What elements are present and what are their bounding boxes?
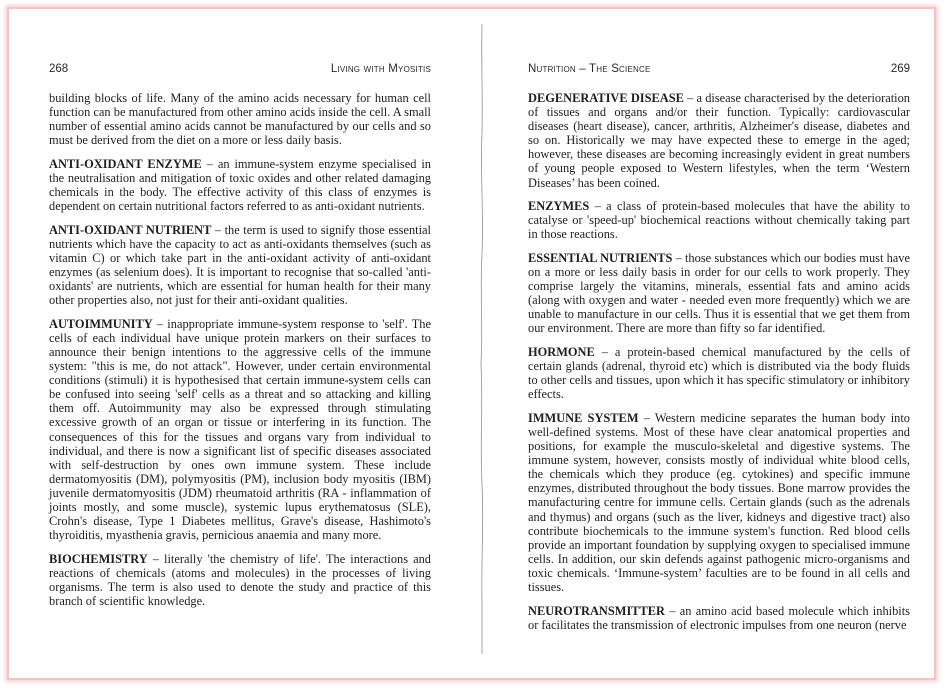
entry-term: ENZYMES (528, 199, 590, 214)
entry-definition: – those substances which our bodies must have on a more or less daily basis in order for our cells to work properly. They comprise largely the vitamins, minerals, essential fats and amino acids (along with oxygen and water - needed even more frequently) which we are unable to manufacture in our cells. Thus it is essential that we get them from our environment. There are more than fifty so far identified. (528, 250, 910, 336)
glossary-entry (528, 199, 910, 241)
left-page (49, 9, 431, 678)
right-page (528, 9, 910, 678)
glossary-entry (528, 251, 910, 336)
continuation-paragraph: building blocks of life. Many of the amino acids necessary for human cell function can be manufactured from other amino acids inside the cell. A small number of essential amino acids cannot be manufactured by our cells and so must be derived from the diet on a more or less daily basis. (49, 91, 431, 148)
book-spread (9, 9, 934, 678)
page-number: 268 (49, 63, 69, 75)
glossary-entry (49, 223, 431, 308)
right-body-text (528, 91, 910, 641)
entry-definition: – literally 'the chemistry of life'. The interactions and reactions of chemicals (atoms and molecules) in the processes of living organisms. The term is also used to denote the study and practice of this branch of scientific knowledge. (49, 551, 431, 609)
glossary-entry (528, 411, 910, 594)
left-running-head (49, 63, 431, 79)
page-number: 269 (890, 63, 910, 75)
glossary-entry (49, 317, 431, 543)
glossary-entry (49, 552, 431, 608)
entry-term: DEGENERATIVE DISEASE (528, 91, 684, 105)
running-title: Living with Myositis (330, 63, 431, 75)
entry-definition: – Western medicine separates the human body into well-defined systems. Most of these have clear anatomical properties and positions, for example the musculo-skeletal and digestive systems. The immune system, however, consists mostly of individual white blood cells, the chemicals which they produce (eg. cytokines) and specific immune enzymes, distributed throughout the body tissues. Bone marrow provides the manufacturing centre for immune cells. Certain glands (such as the adrenals and thymus) and organs (such as the liver, kidneys and digestive tract) also contribute biochemicals to the immune system's function. Red blood cells provide an important foundation by supplying oxygen to specialised immune cells. In addition, our skin defends against pathogenic micro-organisms and toxic chemicals. ‘Immune-system’ faculties are to be found in all cells and tissues. (528, 410, 910, 594)
entry-definition: – a protein-based chemical manufactured by the cells of certain glands (adrenal, thyroid etc) which is distributed via the body fluids to other cells and tissues, upon which it has specific stimulatory or inhibitory effects. (528, 345, 910, 402)
glossary-entry (49, 157, 431, 213)
entry-definition: – inappropriate immune-system response to 'self'. The cells of each individual have unique protein markers on their surfaces to announce their benign intentions to the aggressive cells of the immune system: "this is me, do not attack". However, under certain environmental conditions (stimuli) it is hypothesised that certain immune-system cells can be confused into seeing 'self' cells as a threat and so attacking and killing them off. Autoimmunity may also be expressed through stimulating excessive growth of an organ or tissue or interfering in its function. The consequences of this for the tissues and organs vary from individual to individual, and there is now a significant list of specific diseases associated with self-destruction by ones own immune system. These include dermatomyositis (DM), polymyositis (PM), inclusion body myositis (IBM) juvenile dermatomyositis (JDM) rheumatoid arthritis (RA - inflammation of joints mostly, and some muscle), systemic lupus erythematosus (SLE), Crohn's disease, Type 1 Diabetes mellitus, Grave's disease, Hashimoto's thyroiditis, myasthenia gravis, pernicious anaemia and many more. (49, 316, 431, 543)
entry-term: AUTOIMMUNITY (49, 316, 153, 331)
entry-term: HORMONE (528, 345, 595, 359)
entry-term: ANTI-OXIDANT NUTRIENT (49, 222, 212, 237)
running-title: Nutrition – The Science (528, 63, 651, 75)
glossary-entry (528, 345, 910, 401)
right-running-head (528, 63, 910, 79)
entry-definition: – a disease characterised by the deterioration of tissues and organs and/or their function. Typically: cardiovascular diseases (heart disease), cancer, arthritis, Alzheimer's disease, diabetes and so on. Historically we may have expected these to emerge in the aged; however, these diseases are becoming increasingly evident in great numbers of young people exposed to Western lifestyles, when the term ‘Western Diseases’ has been coined. (528, 91, 911, 190)
glossary-entry (528, 604, 910, 632)
entry-definition: – an immune-system enzyme specialised in the neutralisation and mitigation of toxic oxides and other related damaging chemicals in the body. The effective activity of this class of enzymes is dependent on certain nutritional factors referred to as anti-oxidant nutrients. (49, 156, 431, 214)
book-spine-crease (479, 24, 485, 654)
entry-definition: – the term is used to signify those essential nutrients which have the capacity to act as anti-oxidants themselves (such as vitamin C) or which take part in the anti-oxidant activity of anti-oxidant enzymes (as selenium does). It is important to recognise that so-called 'anti-oxidants' are nutrients, which are essential for human health for their many other properties also, not just for their anti-oxidant qualities. (49, 222, 431, 308)
entry-term: BIOCHEMISTRY (49, 551, 148, 566)
entry-definition: – an amino acid based molecule which inhibits or facilitates the transmission of electronic impulses from one neuron (nerve (528, 603, 910, 632)
entry-term: NEUROTRANSMITTER (528, 603, 666, 618)
glossary-entry (528, 91, 910, 190)
entry-definition: – a class of protein-based molecules that have the ability to catalyse or 'speed-up' biochemical reactions without chemically taking part in those reactions. (528, 199, 910, 242)
left-body-text (49, 91, 431, 618)
entry-term: IMMUNE SYSTEM (528, 410, 639, 425)
entry-term: ANTI-OXIDANT ENZYME (49, 156, 202, 171)
entry-term: ESSENTIAL NUTRIENTS (528, 250, 673, 265)
